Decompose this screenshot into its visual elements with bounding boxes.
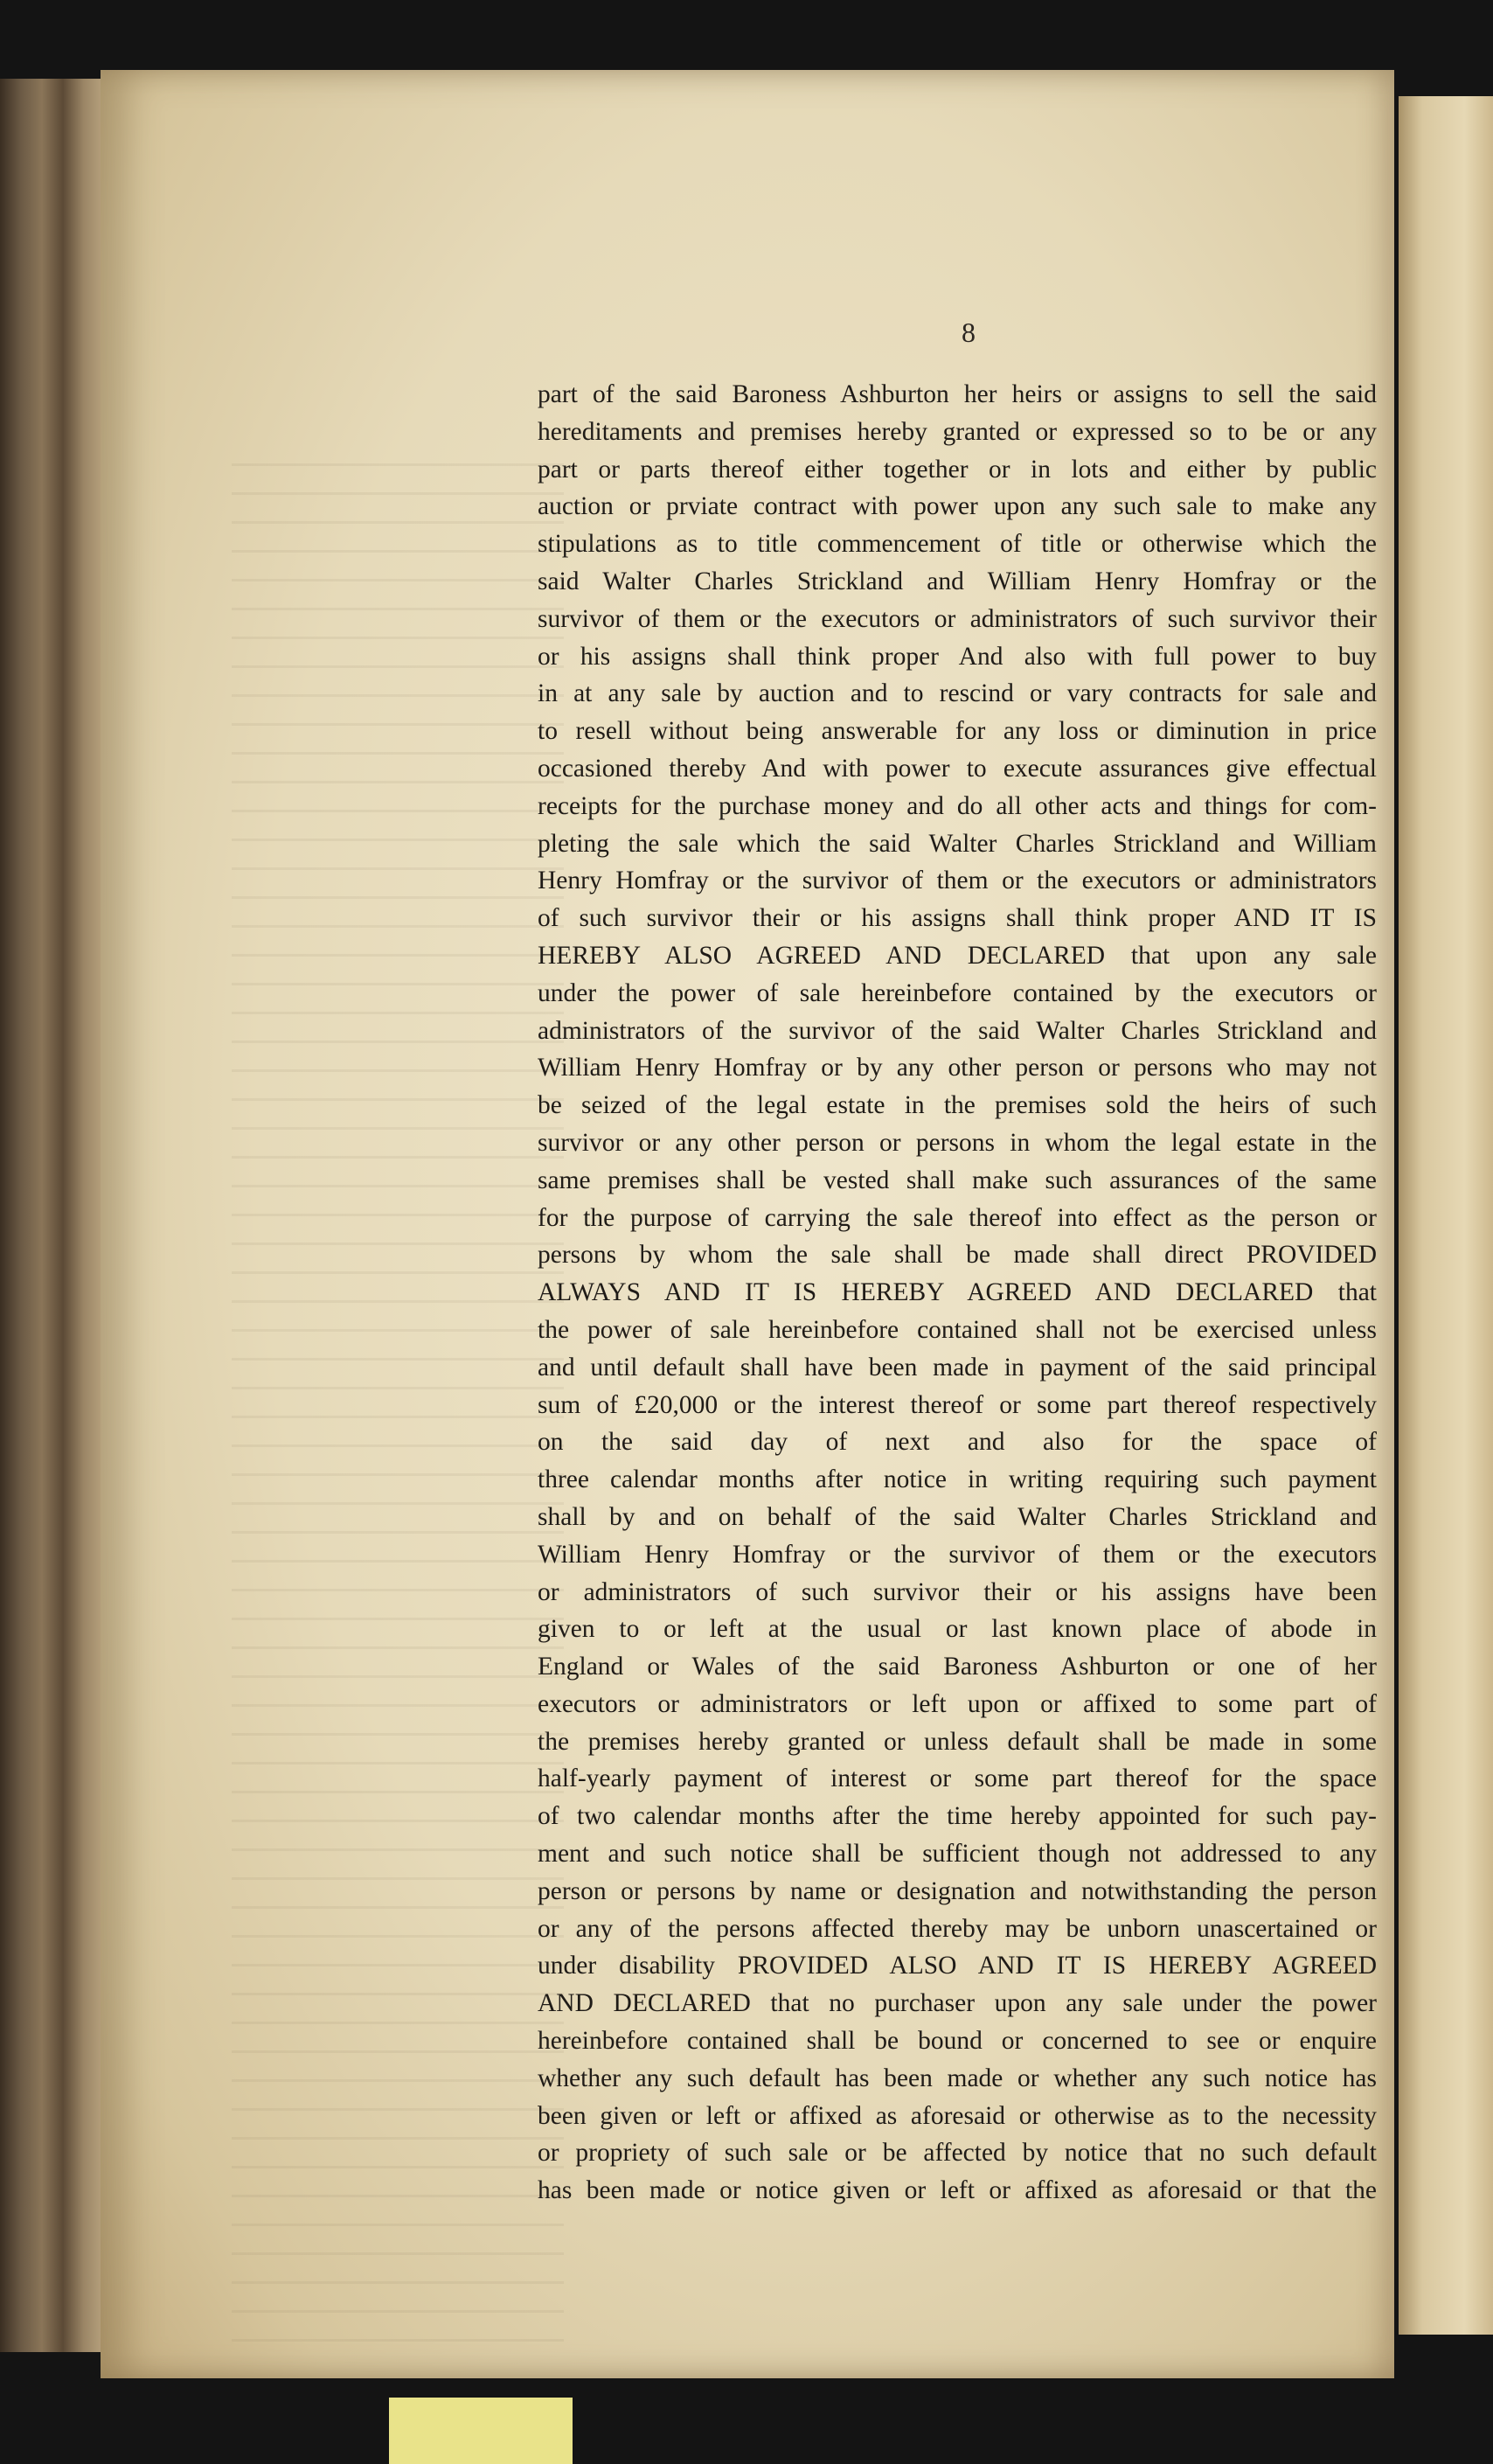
text-line: given to or left at the usual or last known place of abode in (538, 1615, 1377, 1644)
text-line: has been made or notice given or left or affixed as aforesaid or that the (538, 2176, 1377, 2205)
text-line: William Henry Homfray or by any other person or persons who may not (538, 1054, 1377, 1082)
page-number: 8 (962, 317, 976, 348)
text-line: or administrators of such survivor their or his assigns have been (538, 1577, 1377, 1606)
text-line: administrators of the survivor of the said Walter Charles Strickland and (538, 1016, 1377, 1045)
text-line: executors or administrators or left upon or affixed to some part of (538, 1689, 1377, 1718)
text-line: on the said day of next and also for the space of (538, 1428, 1377, 1457)
text-line: of two calendar months after the time hereby appointed for such pay- (538, 1802, 1377, 1831)
text-line: for the purpose of carrying the sale thereof into effect as the person or (538, 1203, 1377, 1232)
text-line: in at any sale by auction and to rescind or vary contracts for sale and (538, 679, 1377, 708)
text-line: and until default shall have been made in payment of the said principal (538, 1353, 1377, 1382)
text-line: hereinbefore contained shall be bound or concerned to see or enquire (538, 2027, 1377, 2056)
text-line: said Walter Charles Strickland and William Henry Homfray or the (538, 567, 1377, 595)
text-line: be seized of the legal estate in the premises sold the heirs of such (538, 1091, 1377, 1120)
text-line: England or Wales of the said Baroness Ashburton or one of her (538, 1653, 1377, 1681)
text-line: or any of the persons affected thereby may be unborn unascertained or (538, 1914, 1377, 1943)
text-line: whether any such default has been made or whether any such notice has (538, 2064, 1377, 2092)
text-line: or his assigns shall think proper And also with full power to buy (538, 642, 1377, 671)
text-line: the power of sale hereinbefore contained shall not be exercised unless (538, 1315, 1377, 1344)
text-line: under the power of sale hereinbefore contained by the executors or (538, 978, 1377, 1007)
text-line: persons by whom the sale shall be made shall direct PROVIDED (538, 1241, 1377, 1270)
text-line: or propriety of such sale or be affected by notice that no such default (538, 2139, 1377, 2168)
text-line: William Henry Homfray or the survivor of them or the executors (538, 1540, 1377, 1569)
text-line: the premises hereby granted or unless default shall be made in some (538, 1727, 1377, 1756)
text-line: person or persons by name or designation and notwithstanding the person (538, 1876, 1377, 1905)
text-line: auction or prviate contract with power upon any such sale to make any (538, 492, 1377, 521)
text-line: survivor or any other person or persons in whom the legal estate in the (538, 1128, 1377, 1157)
text-line: sum of £20,000 or the interest thereof or some part thereof respectively (538, 1390, 1377, 1419)
text-line: to resell without being answerable for any loss or diminution in price (538, 717, 1377, 746)
adjacent-page-edge (1399, 96, 1493, 2335)
text-line: been given or left or affixed as aforesaid or otherwise as to the necessity (538, 2101, 1377, 2130)
text-line: hereditaments and premises hereby granted or expressed so to be or any (538, 417, 1377, 446)
text-line: same premises shall be vested shall make such assurances of the same (538, 1166, 1377, 1194)
text-line: AND DECLARED that no purchaser upon any sale under the power (538, 1989, 1377, 2018)
text-line: part or parts thereof either together or in lots and either by public (538, 455, 1377, 484)
text-line: three calendar months after notice in writing requiring such payment (538, 1465, 1377, 1494)
text-line: shall by and on behalf of the said Walter Charles Strickland and (538, 1502, 1377, 1531)
document-body (538, 376, 1377, 2210)
text-line: stipulations as to title commencement of title or otherwise which the (538, 530, 1377, 559)
text-line: Henry Homfray or the survivor of them or the executors or administrators (538, 867, 1377, 895)
bleed-through-text (232, 437, 564, 2361)
text-line: part of the said Baroness Ashburton her heirs or assigns to sell the said (538, 380, 1377, 408)
text-line: HEREBY ALSO AGREED AND DECLARED that upon any sale (538, 941, 1377, 970)
text-line: ment and such notice shall be sufficient though not addressed to any (538, 1840, 1377, 1869)
text-line: receipts for the purchase money and do all other acts and things for com- (538, 791, 1377, 820)
text-line: under disability PROVIDED ALSO AND IT IS HEREBY AGREED (538, 1952, 1377, 1980)
text-line: survivor of them or the executors or administrators of such survivor their (538, 604, 1377, 633)
text-line: ALWAYS AND IT IS HEREBY AGREED AND DECLARED that (538, 1278, 1377, 1307)
book-spine-edge (0, 79, 105, 2352)
bookmark-tab (389, 2398, 573, 2464)
text-line: half-yearly payment of interest or some part thereof for the space (538, 1764, 1377, 1793)
text-line: occasioned thereby And with power to execute assurances give effectual (538, 754, 1377, 783)
text-line: of such survivor their or his assigns shall think proper AND IT IS (538, 904, 1377, 933)
text-line: pleting the sale which the said Walter Charles Strickland and William (538, 829, 1377, 858)
